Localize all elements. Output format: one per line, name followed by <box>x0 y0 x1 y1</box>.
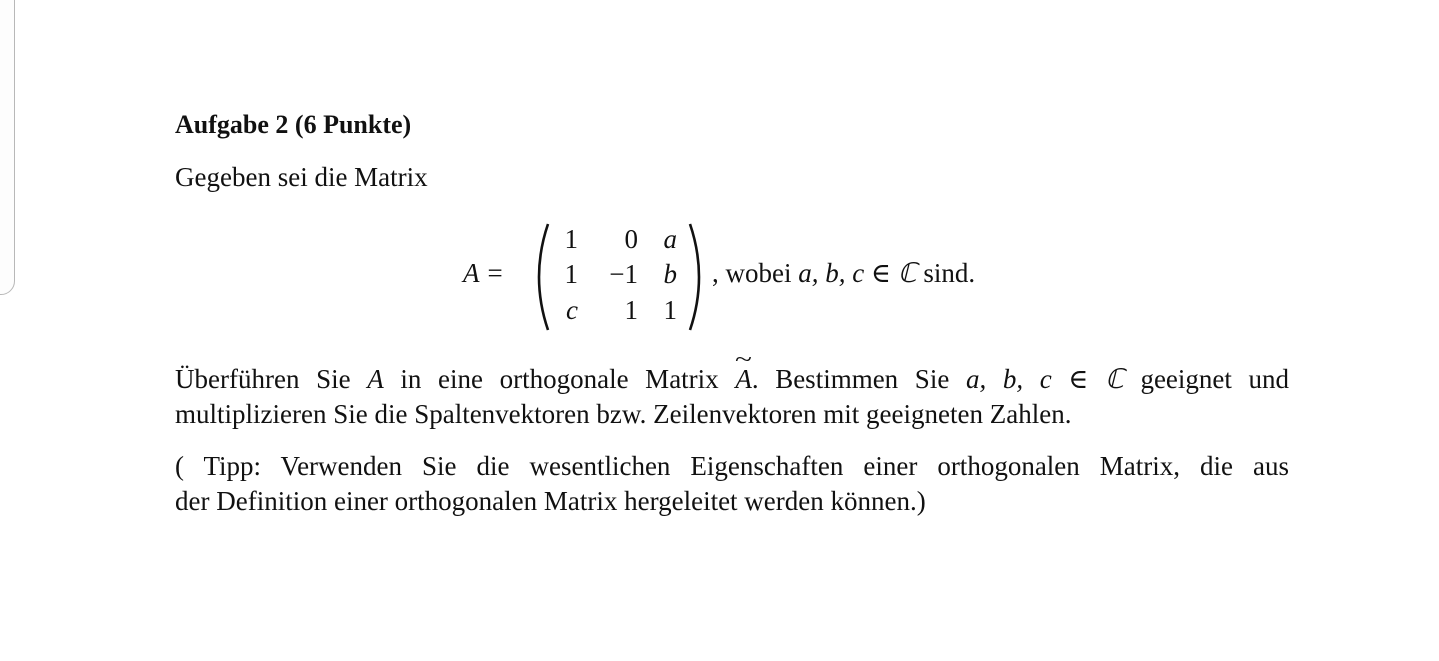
task-line-2: multiplizieren Sie die Spaltenvektoren bzw. Zeilenvektoren mit geeigneten Zahlen. <box>175 399 1072 429</box>
right-parenthesis <box>686 222 710 332</box>
task-vars: a, b, c ∈ ℂ <box>965 364 1124 394</box>
exercise-points: (6 Punkte) <box>294 110 412 139</box>
intro-text: Gegeben sei die Matrix <box>175 162 428 192</box>
matrix-cell: a <box>663 224 677 254</box>
matrix-cell: 1 <box>624 295 638 325</box>
matrix-cell: 0 <box>624 224 638 254</box>
matrix-cell: 1 <box>564 259 578 289</box>
task-line-1 <box>175 364 1289 395</box>
suffix-text: , wobei <box>712 258 792 288</box>
suffix-end: sind. <box>923 258 976 288</box>
exercise-heading <box>175 110 411 140</box>
matrix-cell: c <box>566 295 578 325</box>
tip-line-1: ( Tipp: Verwenden Sie die wesentlichen Eigenschaften einer orthogonalen Matrix, die aus <box>175 451 1289 481</box>
task-text: in eine orthogonale Matrix <box>400 364 719 394</box>
exercise-title: Aufgabe 2 <box>175 110 289 139</box>
equation-lhs: A = <box>463 258 504 288</box>
equation-suffix <box>712 258 975 289</box>
left-panel-frame <box>0 0 15 295</box>
matrix-cell: −1 <box>609 259 638 289</box>
task-text: geeignet und <box>1140 364 1290 394</box>
matrix-cell: b <box>663 259 677 289</box>
task-text: Überführen Sie <box>175 364 351 394</box>
var-a: A <box>367 364 384 394</box>
var-a-tilde: ~ A <box>735 364 752 395</box>
task-text: . Bestimmen Sie <box>751 364 950 394</box>
tip-line-2: der Definition einer orthogonalen Matrix hergeleitet werden können.) <box>175 486 926 516</box>
matrix-cell: 1 <box>564 224 578 254</box>
suffix-math: a, b, c ∈ ℂ <box>798 258 917 288</box>
matrix-cell: 1 <box>663 295 677 325</box>
